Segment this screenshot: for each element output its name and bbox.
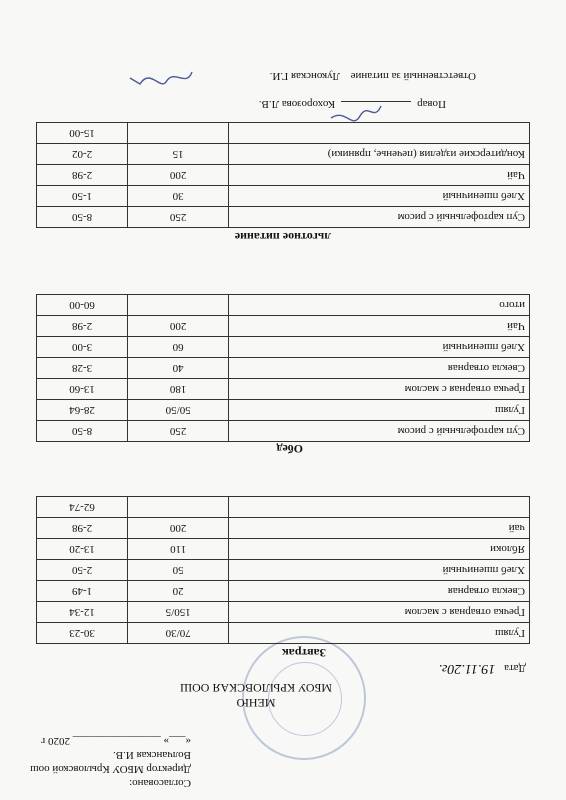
menu-row — [37, 560, 530, 581]
breakfast-title: Завтрак — [281, 646, 326, 660]
dish-name: Хлеб пшеничный — [229, 337, 530, 358]
responsible-signature — [126, 64, 196, 92]
dish-price: 3-00 — [37, 337, 128, 358]
menu-row — [37, 581, 530, 602]
dish-weight: 200 — [128, 316, 229, 337]
approval-block — [11, 734, 191, 790]
dish-price: 8-50 — [37, 207, 128, 228]
cook-name: Кохорозова Л.В. — [258, 98, 336, 110]
date-value: 19.11.20г. — [438, 661, 496, 676]
menu-row — [37, 207, 530, 228]
dish-weight: 200 — [128, 518, 229, 539]
responsible-name: Луконская Г.И. — [269, 70, 340, 82]
dish-weight: 40 — [128, 358, 229, 379]
dish-weight: 60 — [128, 337, 229, 358]
school-name: МБОУ КРЫЛОВСКАЯ ООШ — [179, 681, 333, 695]
dish-price: 1-49 — [37, 581, 128, 602]
menu-row — [37, 123, 530, 144]
dish-price: 8-50 — [37, 421, 128, 442]
menu-title-block — [96, 680, 416, 710]
dish-name: Кондитерские изделия (печенье, пряники) — [229, 144, 530, 165]
menu-row — [37, 295, 530, 316]
dish-price: 13-20 — [37, 539, 128, 560]
dish-weight: 50/50 — [128, 400, 229, 421]
dish-name: Гречка отварная с маслом — [229, 379, 530, 400]
menu-row — [37, 165, 530, 186]
dish-weight — [128, 123, 229, 144]
approval-date: «___» ________________ 2020 г — [40, 735, 191, 747]
dish-price: 2-50 — [37, 560, 128, 581]
dish-price: 2-98 — [37, 518, 128, 539]
menu-row — [37, 602, 530, 623]
menu-row — [37, 400, 530, 421]
preferential-table — [36, 122, 530, 228]
dish-name: Хлеб пшеничный — [229, 560, 530, 581]
menu-row — [37, 623, 530, 644]
dish-weight: 250 — [128, 421, 229, 442]
dish-price: 12-34 — [37, 602, 128, 623]
dish-name: Чай — [229, 165, 530, 186]
dish-weight: 20 — [128, 581, 229, 602]
dish-weight: 150/5 — [128, 602, 229, 623]
dish-weight: 200 — [128, 165, 229, 186]
dish-price: 60-00 — [37, 295, 128, 316]
date-row — [439, 660, 526, 676]
dish-name: Яблоки — [229, 539, 530, 560]
dish-name: Чай — [229, 316, 530, 337]
preferential-title: льготное питание — [234, 230, 331, 244]
lunch-table — [36, 294, 530, 442]
dish-name: Свекла отварная — [229, 358, 530, 379]
dish-name — [229, 497, 530, 518]
dish-price: 30-23 — [37, 623, 128, 644]
dish-weight: 70/30 — [128, 623, 229, 644]
dish-price: 28-64 — [37, 400, 128, 421]
dish-price: 2-02 — [37, 144, 128, 165]
date-label: Дата — [504, 662, 526, 674]
dish-name — [229, 123, 530, 144]
dish-name: Хлеб пшеничный — [229, 186, 530, 207]
cook-signature — [326, 100, 386, 124]
dish-name: Гуляш — [229, 400, 530, 421]
menu-title: МЕНЮ — [236, 696, 276, 710]
dish-price: 62-74 — [37, 497, 128, 518]
dish-name: Суп картофельный с рисом — [229, 421, 530, 442]
menu-row — [37, 358, 530, 379]
dish-name: итого — [229, 295, 530, 316]
approval-heading: Согласовано: — [129, 777, 191, 789]
menu-row — [37, 144, 530, 165]
dish-price: 2-98 — [37, 316, 128, 337]
dish-name: чай — [229, 518, 530, 539]
dish-name: Суп картофельный с рисом — [229, 207, 530, 228]
cook-label: Повар — [417, 98, 446, 110]
approval-director: Директор МБОУ Крыловской оош — [30, 763, 191, 775]
dish-name: Свекла отварная — [229, 581, 530, 602]
dish-price: 3-28 — [37, 358, 128, 379]
dish-price: 13-60 — [37, 379, 128, 400]
breakfast-table — [36, 496, 530, 644]
menu-row — [37, 539, 530, 560]
menu-row — [37, 186, 530, 207]
menu-row — [37, 337, 530, 358]
lunch-title: Обед — [276, 442, 303, 456]
dish-name: Гуляш — [229, 623, 530, 644]
dish-weight — [128, 497, 229, 518]
dish-price: 15-00 — [37, 123, 128, 144]
menu-row — [37, 421, 530, 442]
menu-row — [37, 518, 530, 539]
dish-weight: 250 — [128, 207, 229, 228]
dish-weight: 180 — [128, 379, 229, 400]
dish-price: 1-50 — [37, 186, 128, 207]
menu-row — [37, 497, 530, 518]
approval-name: Волчанская И.В. — [112, 749, 191, 761]
dish-weight: 30 — [128, 186, 229, 207]
dish-weight: 110 — [128, 539, 229, 560]
menu-row — [37, 379, 530, 400]
dish-weight — [128, 295, 229, 316]
responsible-label: Ответственный за питание — [350, 70, 476, 82]
responsible-signature-row — [270, 70, 476, 82]
dish-weight: 50 — [128, 560, 229, 581]
dish-name: Гречка отварная с маслом — [229, 602, 530, 623]
dish-weight: 15 — [128, 144, 229, 165]
menu-row — [37, 316, 530, 337]
dish-price: 2-98 — [37, 165, 128, 186]
